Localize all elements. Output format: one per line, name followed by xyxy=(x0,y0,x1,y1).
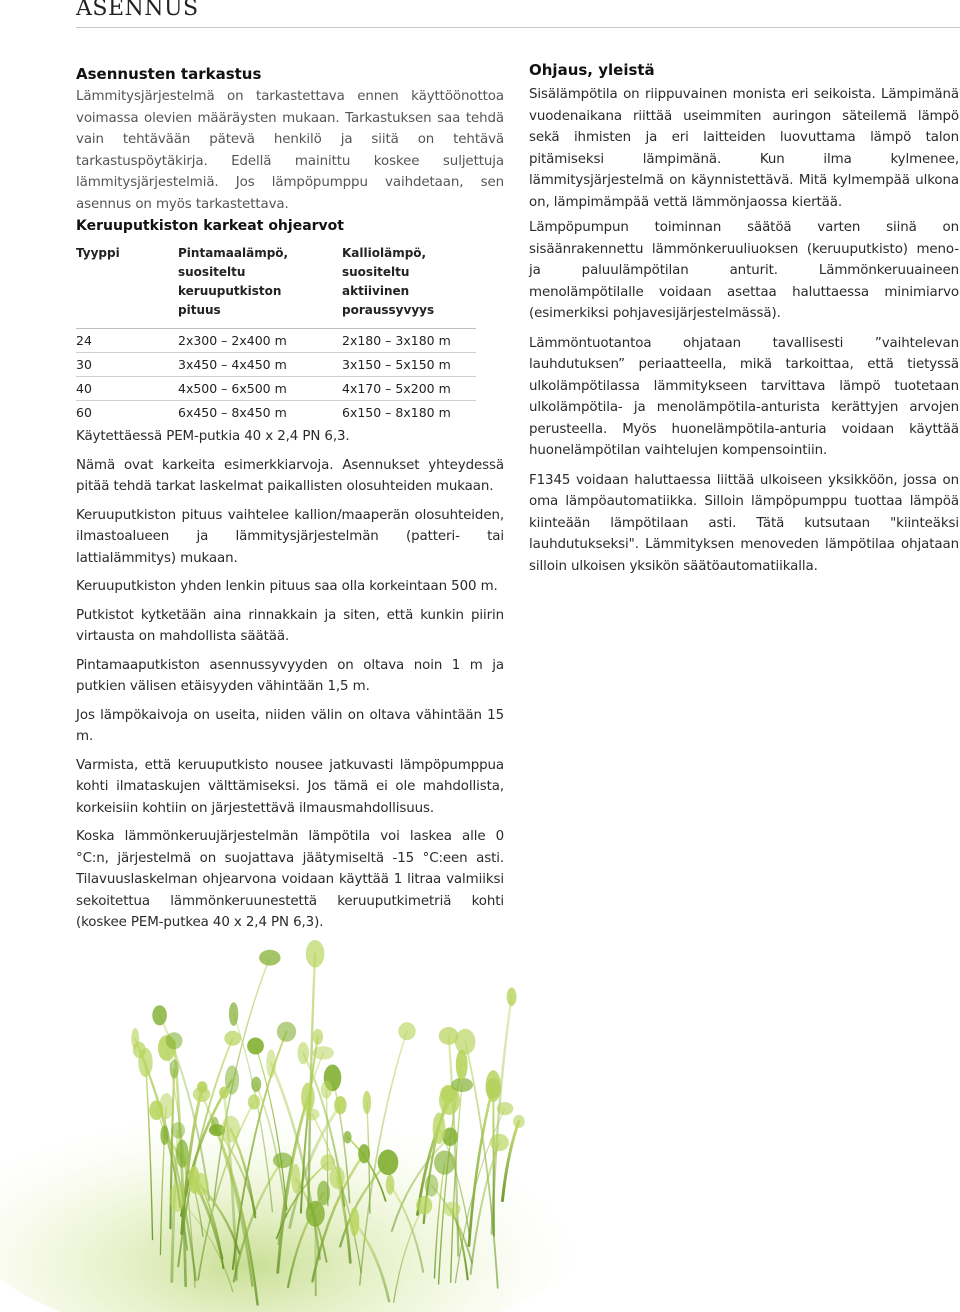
moss-tuft xyxy=(416,1196,432,1215)
column-header-rock-heat: Kalliolämpö, suositeltu aktiivinen poraussyvyys xyxy=(342,246,435,317)
moss-tuft xyxy=(398,1022,415,1040)
moss-tuft xyxy=(273,1153,293,1169)
table-header-row xyxy=(76,244,476,329)
cell-type: 60 xyxy=(76,401,178,425)
cell-rock-depth: 2x180 – 3x180 m xyxy=(342,329,476,353)
moss-tuft xyxy=(434,1151,455,1175)
body-paragraph: Varmista, että keruuputkisto nousee jatkuvasti lämpöpumppua kohti ilmataskujen välttämiseksi. Jos tämä ei ole mahdollista, korkeisiin kohtiin on järjestettävä ilmausmahdollisuus. xyxy=(76,757,504,816)
moss-tuft xyxy=(306,940,325,968)
body-paragraph: Keruuputkiston yhden lenkin pituus saa olla korkeintaan 500 m. xyxy=(76,579,498,594)
moss-tuft xyxy=(266,1049,276,1077)
body-paragraph: Keruuputkiston pituus vaihtelee kallion/maaperän olosuhteiden, ilmastoalueen ja lämmitysjärjestelmän (patteri- tai lattialämmitys) mukaan. xyxy=(76,507,504,566)
moss-tuft xyxy=(363,1091,371,1114)
moss-tuft xyxy=(291,1164,300,1194)
moss-tuft xyxy=(507,988,517,1007)
cell-ground-length: 3x450 – 4x450 m xyxy=(178,353,342,377)
moss-tuft xyxy=(131,1028,139,1049)
moss-tuft xyxy=(166,1032,183,1049)
table-row xyxy=(76,329,476,353)
header-divider xyxy=(76,27,960,28)
body-paragraph: Pintamaaputkiston asennussyvyyden on oltava noin 1 m ja putkien välisen etäisyyden vähintään 1,5 m. xyxy=(76,657,504,694)
section-heading-control-general: Ohjaus, yleistä xyxy=(529,61,655,79)
moss-tuft xyxy=(490,1134,509,1151)
cell-rock-depth: 6x150 – 8x180 m xyxy=(342,401,476,425)
moss-tuft xyxy=(277,1022,296,1042)
moss-tuft xyxy=(513,1115,525,1128)
moss-tuft xyxy=(169,1183,185,1212)
moss-tuft xyxy=(176,1140,188,1168)
body-paragraph: Lämmöntuotantoa ohjataan tavallisesti ”vaihtelevan lauhdutuksen” periaatteella, mikä tarkoittaa, että tietyssä ulkolämpötilassa lämmitykseen tarvittava lämpö tuotetaan ulkolämpötila- ja menolämpötila-anturista kerättyjen arvojen perusteella. Myös huonelämpötila-anturia voidaan käyttää huonelämpötilan vaihtelujen kompensointiin. xyxy=(529,335,959,458)
page-header-title: ASENNUS xyxy=(76,0,199,21)
moss-tuft xyxy=(224,1031,241,1046)
moss-tuft xyxy=(159,1093,173,1119)
moss-tuft xyxy=(439,1027,459,1045)
moss-tuft xyxy=(433,1113,446,1145)
body-paragraph: Putkistot kytketään aina rinnakkain ja siten, että kunkin piirin virtausta on mahdollista säätää. xyxy=(76,607,504,644)
moss-tuft xyxy=(259,950,280,966)
moss-tuft xyxy=(343,1131,351,1143)
moss-tuft xyxy=(248,1094,260,1109)
moss-tuft xyxy=(171,1122,185,1138)
cell-ground-length: 6x450 – 8x450 m xyxy=(178,401,342,425)
moss-tuft xyxy=(378,1150,399,1176)
moss-tuft xyxy=(152,1005,167,1025)
cell-rock-depth: 4x170 – 5x200 m xyxy=(342,377,476,401)
moss-tuft xyxy=(386,1175,395,1195)
cell-rock-depth: 3x150 – 5x150 m xyxy=(342,353,476,377)
moss-tuft xyxy=(358,1144,370,1163)
column-header-type: Tyyppi xyxy=(76,246,120,260)
body-paragraph: F1345 voidaan haluttaessa liittää ulkoiseen yksikköön, jossa on oma lämpöautomatiikka. Silloin lämpöpumppu tuottaa lämpöä kiinteään lämpötilaan asti. Tätä kutsutaan "kiinteäksi lauhdutukseksi". Lämmityksen menoveden lämpötilaa ohjataan silloin ulkoisen yksikön säätöautomatiikalla. xyxy=(529,472,959,574)
table-row xyxy=(76,377,476,401)
table-row xyxy=(76,401,476,425)
cell-ground-length: 2x300 – 2x400 m xyxy=(178,329,342,353)
moss-tuft xyxy=(170,1059,179,1078)
body-paragraph: Lämpöpumpun toiminnan säätöä varten siinä on sisäänrakennettu lämmönkeruuliuoksen (keruuputkisto) meno- ja paluulämpötilan anturit. Lämmönkeruuaineen menolämpötilalle voidaan asettaa haluttaessa minimiarvo (esimerkiksi pohjavesijärjestelmässä). xyxy=(529,220,959,321)
moss-tuft xyxy=(193,1173,209,1195)
moss-tuft xyxy=(455,1029,476,1055)
moss-tuft xyxy=(221,1116,240,1143)
moss-photo-image xyxy=(0,870,620,1312)
column-header-ground-heat: Pintamaalämpö, suositeltu keruuputkiston pituus xyxy=(178,246,289,317)
moss-tuft xyxy=(329,1166,344,1189)
table-row xyxy=(76,353,476,377)
body-paragraph: Sisälämpötila on riippuvainen monista eri seikoista. Lämpimänä vuodenaikana riittää useimmiten auringon säteilemä lämpö sekä ihmisten ja eri laitteiden luovuttama lämpö talon pitämiseksi lämpimänä. Kun ilma kylmenee, lämmitysjärjestelmä on käynnistettävä. Mitä kylmempää ulkona on, lämpimämpää vettä lämmönjaossa kiertää. xyxy=(529,87,959,210)
body-paragraph: Koska lämmönkeruujärjestelmän lämpötila voi laskea alle 0 °C:n, järjestelmä on suojattava jäätymiseltä -15 °C:een asti. Tilavuuslaskelman ohjearvona voidaan käyttää 1 litraa valmiiksi sekoitettua lämmönkeruunestettä keruuputkimetriä kohti (koskee PEM-putkea 40 x 2,4 PN 6,3). xyxy=(76,829,504,930)
intro-paragraph: Lämmitysjärjestelmä on tarkastettava ennen käyttöönottoa voimassa olevien määräysten mukaan. Tarkastuksen saa tehdä vain tehtävään pätevä henkilö ja siitä on tehtävä tarkastuspöytäkirja. Edellä mainittu koskee suljettuja lämmitysjärjestelmiä. Jos lämpöpumppu vaihdetaan, sen asennus on myös tarkastettava. xyxy=(76,89,504,212)
moss-tuft xyxy=(219,1087,229,1099)
moss-tuft xyxy=(229,1002,238,1026)
body-paragraph: Nämä ovat karkeita esimerkkiarvoja. Asennukset yhteydessä pitää tehdä tarkat laskelmat paikallisten olosuhteiden mukaan. xyxy=(76,457,504,494)
moss-tuft xyxy=(251,1077,261,1092)
moss-tuft xyxy=(350,1207,360,1236)
moss-tuft xyxy=(301,1083,315,1112)
moss-tuft xyxy=(197,1081,207,1093)
moss-tuft xyxy=(425,1174,439,1196)
moss-tuft xyxy=(497,1102,514,1115)
moss-tuft xyxy=(160,1125,168,1145)
moss-tuft xyxy=(456,1050,468,1081)
cell-type: 24 xyxy=(76,329,178,353)
moss-tuft xyxy=(334,1096,346,1114)
control-notes xyxy=(529,84,959,577)
moss-tuft xyxy=(486,1070,502,1102)
left-column xyxy=(76,64,504,941)
cell-type: 40 xyxy=(76,377,178,401)
moss-tuft xyxy=(298,1042,309,1064)
installation-notes xyxy=(76,426,504,934)
moss-tuft xyxy=(312,1046,334,1060)
collector-guideline-table xyxy=(76,244,476,424)
right-column xyxy=(529,60,959,585)
moss-tuft xyxy=(317,1181,330,1206)
cell-ground-length: 4x500 – 6x500 m xyxy=(178,377,342,401)
table-title: Keruuputkiston karkeat ohjearvot xyxy=(76,218,344,234)
body-paragraph: Jos lämpökaivoja on useita, niiden välin on oltava vähintään 15 m. xyxy=(76,707,504,744)
moss-tuft xyxy=(313,1029,323,1045)
moss-tuft xyxy=(247,1038,264,1055)
body-paragraph: Käytettäessä PEM-putkia 40 x 2,4 PN 6,3. xyxy=(76,429,350,444)
cell-type: 30 xyxy=(76,353,178,377)
moss-tuft xyxy=(321,1081,332,1099)
section-heading-installation-check: Asennusten tarkastus xyxy=(76,65,262,83)
moss-tuft xyxy=(443,1202,460,1217)
